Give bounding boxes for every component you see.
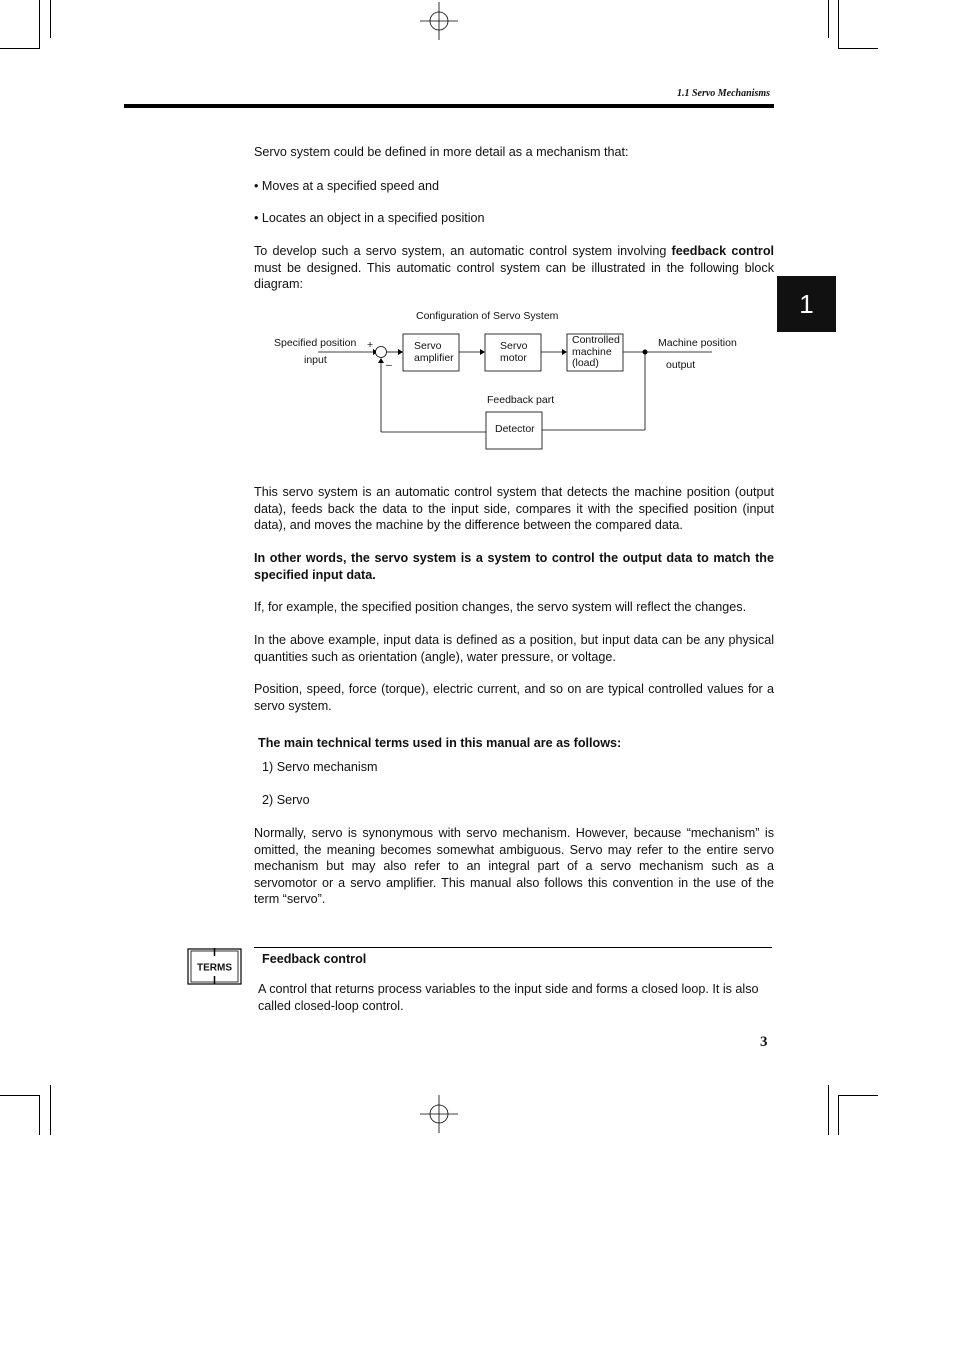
develop-text: To develop such a servo system, an automatic control system involving xyxy=(254,244,672,258)
input-label: input xyxy=(304,354,327,366)
explain-paragraph: This servo system is an automatic control system that detects the machine position (output data), feeds back the data to the input side, compares it with the specified position (input data), and moves the machine by the difference between the compared data. xyxy=(254,485,774,532)
page-number: 3 xyxy=(760,1034,768,1050)
box-label: Controlled xyxy=(572,334,620,346)
terms-heading: The main technical terms used in this manual are as follows: xyxy=(258,736,622,750)
crop-mark xyxy=(838,0,839,48)
registration-mark-bottom xyxy=(420,1095,460,1135)
normally-paragraph: Normally, servo is synonymous with servo mechanism. However, because “mechanism” is omitted, the meaning becomes somewhat ambiguous. Servo may refer to the entire servo mechanism but may also refer to an integral part of a servo mechanism such as a servomotor or a servo amplifier. This manual also follows this convention in the use of the term “servo”. xyxy=(254,826,774,906)
crop-mark xyxy=(828,1085,829,1135)
typical-values-paragraph: Position, speed, force (torque), electric current, and so on are typical controlled values for a servo system. xyxy=(254,682,774,713)
crop-mark xyxy=(50,0,51,38)
bullet-item: • Moves at a specified speed and xyxy=(254,179,440,193)
minus-sign: – xyxy=(386,359,392,371)
diagram-title: Configuration of Servo System xyxy=(416,310,559,322)
bullet-item: • Locates an object in a specified position xyxy=(254,211,485,225)
term-item: 1) Servo mechanism xyxy=(262,760,378,774)
box-label: motor xyxy=(500,352,527,364)
crop-mark xyxy=(0,48,40,49)
box-label: (load) xyxy=(572,357,599,369)
input-data-paragraph: In the above example, input data is defined as a position, but input data can be any physical quantities such as orientation (angle), water pressure, or voltage. xyxy=(254,633,774,664)
intro-paragraph: Servo system could be defined in more detail as a mechanism that: xyxy=(254,145,629,159)
box-label: Servo xyxy=(500,340,528,352)
feedback-label: Feedback part xyxy=(487,394,555,406)
running-header: 1.1 Servo Mechanisms xyxy=(676,88,770,99)
terms-rule xyxy=(254,947,772,948)
input-label: Specified position xyxy=(274,337,357,349)
terms-definition: A control that returns process variables to the input side and forms a closed loop. It is also called closed-loop control. xyxy=(258,982,759,1013)
box-label: Servo xyxy=(414,340,442,352)
crop-mark xyxy=(39,1095,40,1135)
summing-junction xyxy=(376,347,387,358)
terms-heading-feedback: Feedback control xyxy=(262,952,367,966)
box-label: machine xyxy=(572,346,612,358)
output-label: output xyxy=(666,359,696,371)
feedback-control-term: feedback control xyxy=(671,244,775,258)
crop-mark xyxy=(828,0,829,38)
crop-mark xyxy=(838,48,878,49)
servo-block-diagram xyxy=(260,300,760,460)
registration-mark-top xyxy=(420,2,460,42)
crop-mark xyxy=(50,1085,51,1135)
terms-book-icon xyxy=(187,946,243,986)
term-item: 2) Servo xyxy=(262,793,310,807)
bold-statement: In other words, the servo system is a system to control the output data to match the specified input data. xyxy=(254,551,774,582)
develop-text: must be designed. This automatic control system can be illustrated in the following block diagram: xyxy=(254,260,774,291)
crop-mark xyxy=(838,1095,839,1135)
box-label: amplifier xyxy=(414,352,454,364)
develop-paragraph xyxy=(254,243,774,293)
crop-mark xyxy=(838,1095,878,1096)
crop-mark xyxy=(0,1095,40,1096)
output-label: Machine position xyxy=(658,337,737,349)
plus-sign: + xyxy=(367,339,374,351)
crop-mark xyxy=(39,0,40,48)
example-paragraph: If, for example, the specified position changes, the servo system will reflect the changes. xyxy=(254,600,747,614)
terms-badge-text: TERMS xyxy=(197,962,232,974)
box-label: Detector xyxy=(495,423,535,435)
chapter-tab: 1 xyxy=(777,276,836,332)
header-rule xyxy=(124,104,774,108)
